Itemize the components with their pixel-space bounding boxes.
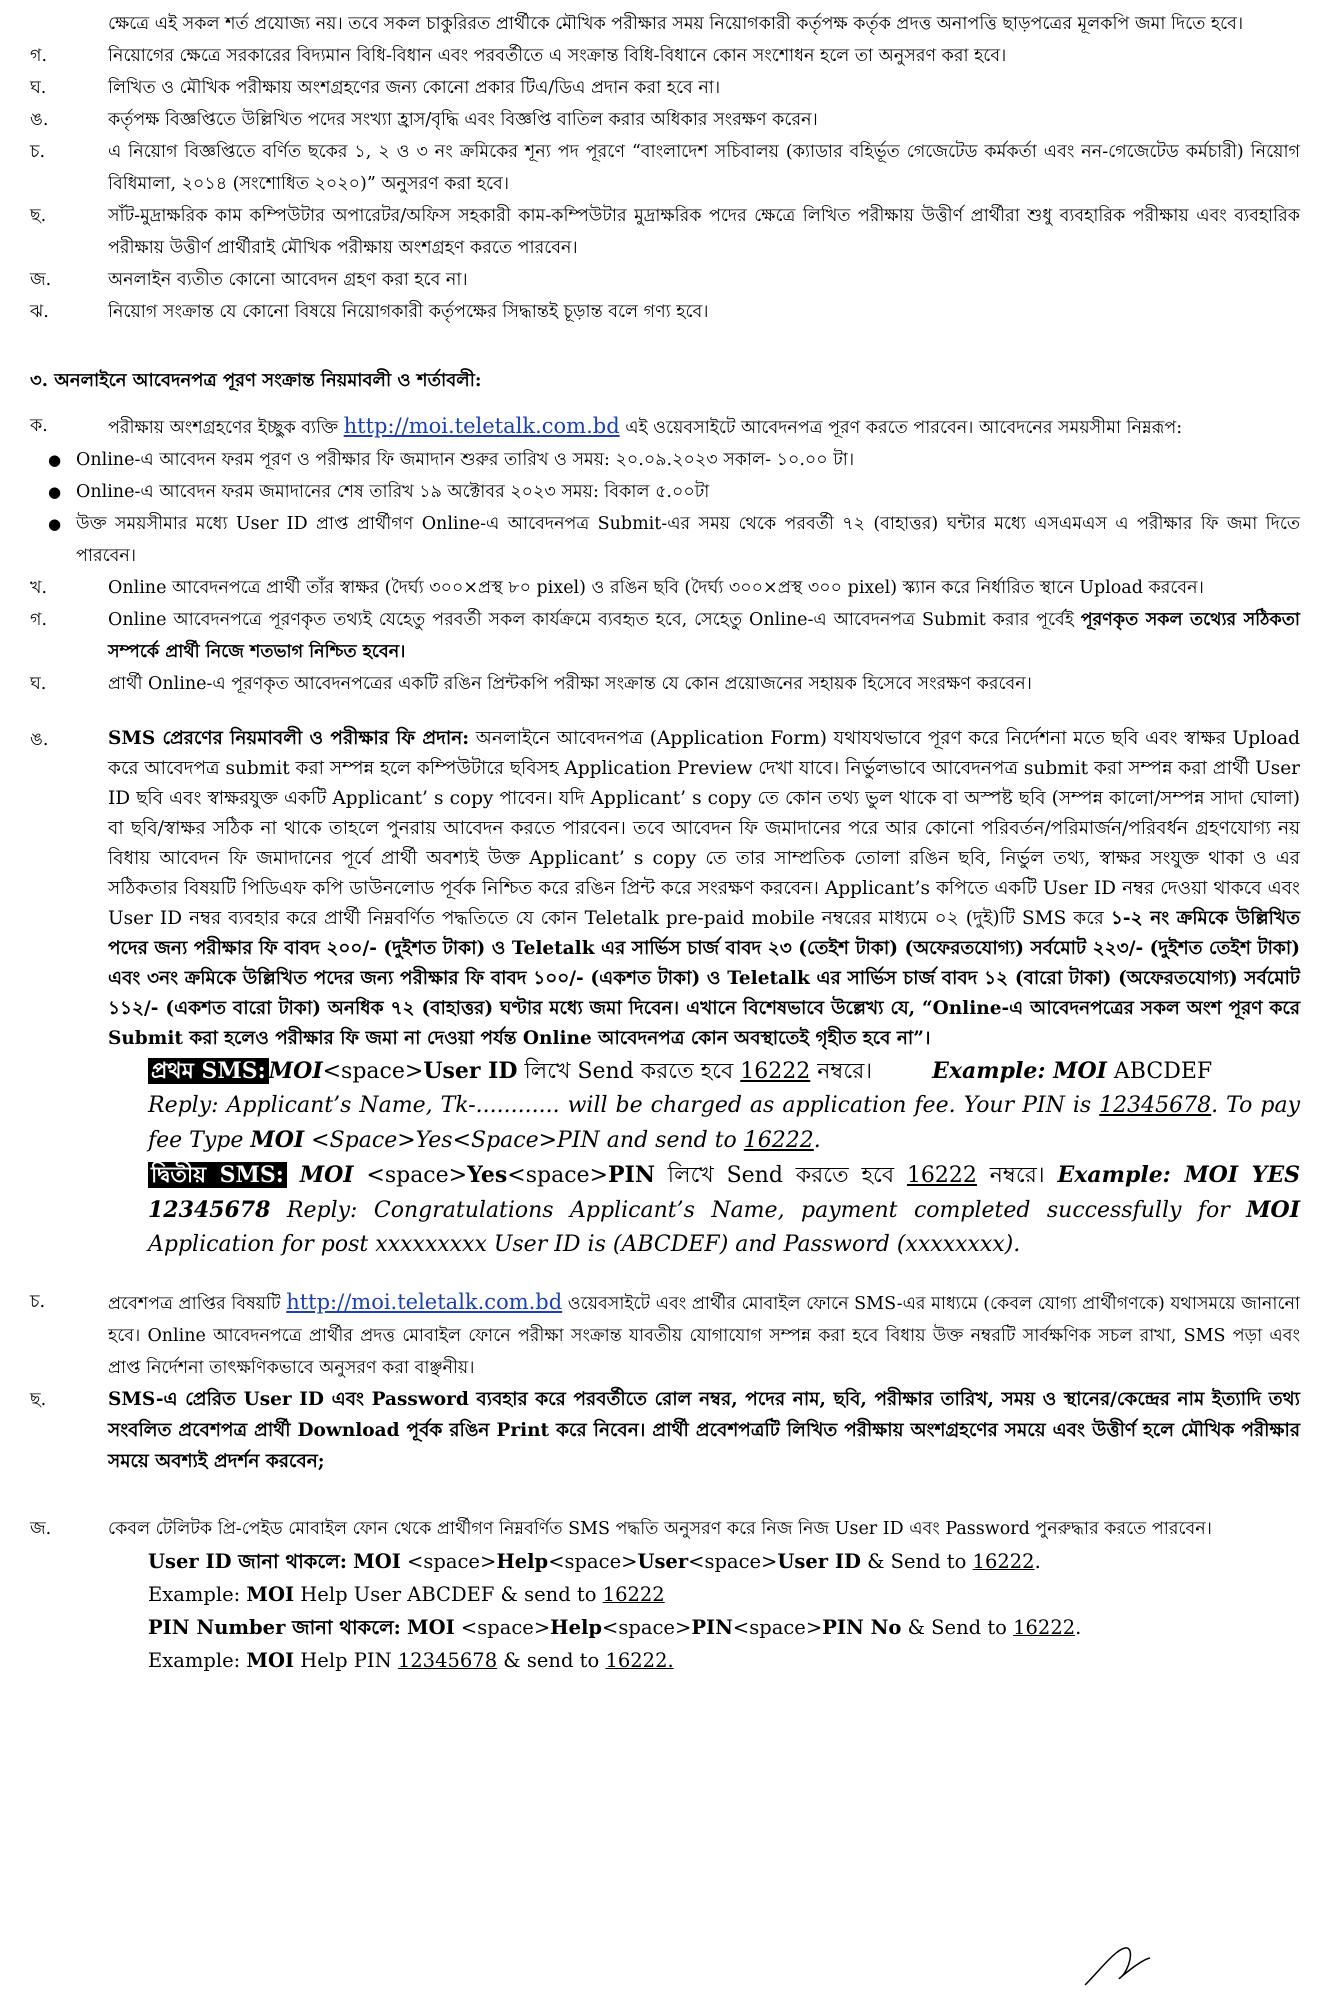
item-label: জ. xyxy=(30,1519,52,1539)
s3-uma xyxy=(30,724,1300,1054)
s3-ka xyxy=(30,410,1300,444)
help-user-id-line: User ID জানা থাকলে: MOI <space>Help<space>User<space>User ID & Send to 16222. xyxy=(148,1550,1041,1573)
rule-label: ঝ. xyxy=(30,302,49,322)
item-label: চ. xyxy=(30,1292,46,1312)
item-label: ঙ. xyxy=(30,730,49,750)
item-label: খ. xyxy=(30,578,48,598)
s3-cha: চ. প্রবেশপত্র প্রাপ্তির বিষয়টি http://moi.teletalk.com.bd ওয়েবসাইটে এবং প্রার্থীর মোবাইল ফোনে SMS-এর মাধ্যমে (কেবল যোগ্য প্রার্থীগণকে) যথাসময়ে জানানো হবে। Online আবেদনপত্রে প্রার্থীর প্রদত্ত মোবাইল ফোনে পরীক্ষা সংক্রান্ত যাবতীয় যোগাযোগ সম্পন্ন করা হবে বিধায় উক্ত নম্বরটি সার্বক্ষণিক সচল রাখা, SMS পড়া এবং প্রাপ্ত নির্দেশনা তাৎক্ষণিকভাবে অনুসরণ করা বাঞ্ছনীয়। xyxy=(30,1286,1300,1384)
second-sms-tag: দ্বিতীয় SMS: xyxy=(148,1162,287,1188)
bullet-item: ● Online-এ আবেদন ফরম জমাদানের শেষ তারিখ ১৯ অক্টোবর ২০২৩ সময়: বিকাল ৫.০০টা xyxy=(30,476,1300,508)
bullet-item: ● উক্ত সময়সীমার মধ্যে User ID প্রাপ্ত প্রার্থীগণ Online-এ আবেদনপত্র Submit-এর সময় থেকে পরবর্তী ৭২ (বাহাত্তর) ঘন্টার মধ্যে এসএমএস এ পরীক্ষার ফি জমা দিতে পারবেন। xyxy=(30,508,1300,572)
help-pin-line: PIN Number জানা থাকলে: MOI <space>Help<space>PIN<space>PIN No & Send to 16222. xyxy=(148,1616,1082,1639)
sms-rules-title: SMS প্রেরণের নিয়মাবলী ও পরীক্ষার ফি প্রদান: xyxy=(108,728,470,749)
item-text-bold: ১-২ নং ক্রমিকে উল্লিখিত পদের জন্য পরীক্ষার ফি বাবদ ২০০/- (দুইশত টাকা) ও Teletalk এর সার্ভিস চার্জ বাবদ ২৩ (তেইশ টাকা) (অফেরতযোগ্য) সর্বমোট ২২৩/- (দুইশত তেইশ টাকা) এবং ৩নং ক্রমিকে উল্লিখিত পদের জন্য পরীক্ষার ফি বাবদ ১০০/- (একশত টাকা) ও Teletalk এর সার্ভিস চার্জ বাবদ ১২ (বারো টাকা) (অফেরতযোগ্য) সর্বমোট ১১২/- (একশত বারো টাকা) অনধিক ৭২ (বাহাত্তর) ঘণ্টার মধ্যে জমা দিবেন। এখানে বিশেষভাবে উল্লেখ্য যে, “Online-এ আবেদনপত্রের সকল অংশ পূরণ করে Submit করা হলেও পরীক্ষার ফি জমা না দেওয়া পর্যন্ত Online আবেদনপত্র কোন অবস্থাতেই গৃহীত হবে না”। xyxy=(108,908,1300,1049)
rule-text: এ নিয়োগ বিজ্ঞপ্তিতে বর্ণিত ছকের ১, ২ ও ৩ নং ক্রমিকের শূন্য পদ পূরণে “বাংলাদেশ সচিবালয় (ক্যাডার বহির্ভূত গেজেটেড কর্মকর্তা এবং নন-গেজেটেড কর্মচারী) নিয়োগ বিধিমালা, ২০১৪ (সংশোধিত ২০২০)” অনুসরণ করা হবে। xyxy=(108,142,1300,194)
rule-ja xyxy=(30,264,1300,296)
rule-text: নিয়োগের ক্ষেত্রে সরকারের বিদ্যমান বিধি-বিধান এবং পরবর্তীতে এ সংক্রান্ত বিধি-বিধানে কোন সংশোধন হলে তা অনুসরণ করা হবে। xyxy=(108,46,1007,66)
rule-label: চ. xyxy=(30,142,46,162)
item-label: ক. xyxy=(30,416,48,436)
s3-gha xyxy=(30,668,1300,700)
rule-text: সাঁট-মুদ্রাক্ষরিক কাম কম্পিউটার অপারেটর/অফিস সহকারী কাম-কম্পিউটার মুদ্রাক্ষরিক পদের ক্ষেত্রে লিখিত পরীক্ষায় উত্তীর্ণ প্রার্থীরা শুধু ব্যবহারিক পরীক্ষায় এবং ব্যবহারিক পরীক্ষায় উত্তীর্ণ প্রার্থীরাই মৌখিক পরীক্ষায় অংশগ্রহণ করতে পারবেন। xyxy=(108,206,1300,258)
rule-ga xyxy=(30,40,1300,72)
rule-label: জ. xyxy=(30,270,52,290)
rule-text: নিয়োগ সংক্রান্ত যে কোনো বিষয়ে নিয়োগকারী কর্তৃপক্ষের সিদ্ধান্তই চূড়ান্ত বলে গণ্য হবে। xyxy=(108,302,709,322)
para-continuation: ক্ষেত্রে এই সকল শর্ত প্রযোজ্য নয়। তবে সকল চাকুরিরত প্রার্থীকে মৌখিক পরীক্ষার সময় নিয়োগকারী কর্তৃপক্ষ কর্তৃক প্রদত্ত অনাপত্তি ছাড়পত্রের মূলকপি জমা দিতে হবে। xyxy=(108,14,1244,34)
rule-label: ঘ. xyxy=(30,78,47,98)
rule-text: কর্তৃপক্ষ বিজ্ঞপ্তিতে উল্লিখিত পদের সংখ্যা হ্রাস/বৃদ্ধি এবং বিজ্ঞপ্তি বাতিল করার অধিকার সংরক্ষণ করেন। xyxy=(108,110,818,130)
rule-uma xyxy=(30,104,1300,136)
bullet-dot-icon: ● xyxy=(48,515,62,533)
rule-jha xyxy=(30,296,1300,328)
website-link[interactable]: http://moi.teletalk.com.bd xyxy=(286,1290,563,1314)
item-text: অনলাইনে আবেদনপত্র (Application Form) যথাযথভাবে পূরণ করে নির্দেশনা মতে ছবি এবং স্বাক্ষর Upload করে আবেদপত্র submit করা সম্পন্ন হলে কম্পিউটারে ছবিসহ Application Preview দেখা যাবে। নির্ভুলভাবে আবেদনপত্র submit করা সম্পন্ন করা প্রার্থী User ID ছবি এবং স্বাক্ষরযুক্ত একটি Applicant’ s copy পাবেন। যদি Applicant’ s copy তে কোন তথ্য ভুল থাকে বা অস্পষ্ট ছবি (সম্পন্ন কালো/সম্পন্ন সাদা ঘোলা) বা ছবি/স্বাক্ষর সঠিক না থাকে তাহলে পুনরায় আবেদন করতে পারবেন। তবে আবেদন ফি জমাদানের পরে আর কোনো পরিবর্তন/পরিমার্জন/পরিবর্ধন গ্রহণযোগ্য নয় বিধায় আবেদন ফি জমাদানের পূর্বে প্রার্থী অবশ্যই উক্ত Applicant’ s copy তে তার সাম্প্রতিক তোলা রঙিন ছবি, নির্ভুল তথ্য, স্বাক্ষর সংযুক্ত থাকা ও এর সঠিকতার বিষয়টি পিডিএফ কপি ডাউনলোড পূর্বক নিশ্চিত করে রঙিন প্রিন্ট করে সংরক্ষণ করবেন। Applicant’s কপিতে একটি User ID নম্বর দেওয়া থাকবে এবং User ID নম্বর ব্যবহার করে প্রার্থী নিম্নবর্ণিত পদ্ধতিতে যে কোন Teletalk pre-paid mobile নম্বরের মাধ্যমে ০২ (দুই)টি SMS করে xyxy=(108,728,1300,929)
item-label: ছ. xyxy=(30,1390,47,1410)
s3-ja xyxy=(30,1513,1300,1545)
s3-chha xyxy=(30,1384,1300,1477)
s3-ga xyxy=(30,604,1300,668)
item-label: ঘ. xyxy=(30,674,47,694)
item-text-bold: পূরণকৃত সকল তথ্যের সঠিকতা সম্পর্কে প্রার্থী নিজে শতভাগ নিশ্চিত হবেন। xyxy=(108,610,1300,662)
help-pin-example: Example: MOI Help PIN 12345678 & send to 16222. xyxy=(148,1649,674,1672)
item-text-bold: SMS-এ প্রেরিত User ID এবং Password ব্যবহার করে পরবর্তীতে রোল নম্বর, পদের নাম, ছবি, পরীক্ষার তারিখ, সময় ও স্থানের/কেন্দ্রের নাম ইত্যাদি তথ্য সংবলিত প্রবেশপত্র প্রার্থী Download পূর্বক রঙিন Print করে নিবেন। প্রার্থী প্রবেশপত্রটি লিখিত পরীক্ষায় অংশগ্রহণের সময়ে এবং উত্তীর্ণ হলে মৌখিক পরীক্ষার সময়ে অবশ্যই প্রদর্শন করবেন; xyxy=(108,1389,1300,1472)
help-user-id-example: Example: MOI Help User ABCDEF & send to 16222 xyxy=(148,1583,665,1606)
rule-chha xyxy=(30,200,1300,264)
signature-mark xyxy=(1080,1940,1160,1990)
section-3-heading: ৩. অনলাইনে আবেদনপত্র পূরণ সংক্রান্ত নিয়মাবলী ও শর্তাবলী: xyxy=(30,370,482,391)
website-link[interactable]: http://moi.teletalk.com.bd xyxy=(343,414,620,438)
rule-label: ঙ. xyxy=(30,110,49,130)
item-text: পরীক্ষায় অংশগ্রহণের ইচ্ছুক ব্যক্তি xyxy=(108,418,344,438)
item-text: Online আবেদনপত্রে পূরণকৃত তথ্যই যেহেতু পরবর্তী সকল কার্যক্রমে ব্যবহৃত হবে, সেহেতু Online-এ আবেদনপত্র Submit করার পূর্বেই xyxy=(108,610,1081,630)
bullet-dot-icon: ● xyxy=(48,451,62,469)
rule-label: ছ. xyxy=(30,206,47,226)
rule-text: অনলাইন ব্যতীত কোনো আবেদন গ্রহণ করা হবে না। xyxy=(108,270,468,290)
s3-kha xyxy=(30,572,1300,604)
item-text: প্রার্থী Online-এ পূরণকৃত আবেদনপত্রের একটি রঙিন প্রিন্টকপি পরীক্ষা সংক্রান্ত যে কোন প্রয়োজনের সহায়ক হিসেবে সংরক্ষণ করবেন। xyxy=(108,674,1032,694)
rule-label: গ. xyxy=(30,46,48,66)
item-text: কেবল টেলিটক প্রি-পেইড মোবাইল ফোন থেকে প্রার্থীগণ নিম্নবর্ণিত SMS পদ্ধতি অনুসরণ করে নিজ নিজ User ID এবং Password পুনরুদ্ধার করতে পারবেন। xyxy=(108,1519,1212,1539)
bullet-item: ● Online-এ আবেদন ফরম পূরণ ও পরীক্ষার ফি জমাদান শুরুর তারিখ ও সময়: ২০.০৯.২০২৩ সকাল- ১০.০০ টা। xyxy=(30,444,1300,476)
item-text: Online আবেদনপত্রে প্রার্থী তাঁর স্বাক্ষর (দৈর্ঘ্য ৩০০×প্রস্থ ৮০ pixel) ও রঙিন ছবি (দৈর্ঘ্য ৩০০×প্রস্থ ৩০০ pixel) স্ক্যান করে নির্ধারিত স্থানে Upload করবেন। xyxy=(108,578,1204,598)
help-sms-block xyxy=(30,1545,1300,1677)
item-label: গ. xyxy=(30,610,48,630)
bullet-dot-icon: ● xyxy=(48,483,62,501)
first-sms-reply: Reply: Applicant’s Name, Tk-............ will be charged as application fee. Your PIN is 12345678. To pay fee Type MOI <Space>Yes<Space>PIN and send to 16222. xyxy=(148,1093,1300,1153)
rule-gha xyxy=(30,72,1300,104)
first-sms-line: প্রথম SMS: MOI<space>User ID লিখে Send করতে হবে 16222 নম্বরে। Example: MOI ABCDEF xyxy=(30,1054,1300,1089)
document-page xyxy=(30,0,1300,1677)
second-sms-line: দ্বিতীয় SMS: MOI <space>Yes<space>PIN লিখে Send করতে হবে 16222 নম্বরে। Example: MOI YES 12345678 Reply: Congratulations Applicant’s Name, payment completed successfully for MOI Application for post xxxxxxxxx User ID is (ABCDEF) and Password (xxxxxxxx). xyxy=(148,1162,1300,1257)
rule-cha xyxy=(30,136,1300,200)
item-text: এই ওয়েবসাইটে আবেদনপত্র পূরণ করতে পারবেন। আবেদনের সময়সীমা নিম্নরূপ: xyxy=(619,418,1183,438)
first-sms-tag: প্রথম SMS: xyxy=(148,1058,269,1084)
rule-text: লিখিত ও মৌখিক পরীক্ষায় অংশগ্রহণের জন্য কোনো প্রকার টিএ/ডিএ প্রদান করা হবে না। xyxy=(108,78,721,98)
